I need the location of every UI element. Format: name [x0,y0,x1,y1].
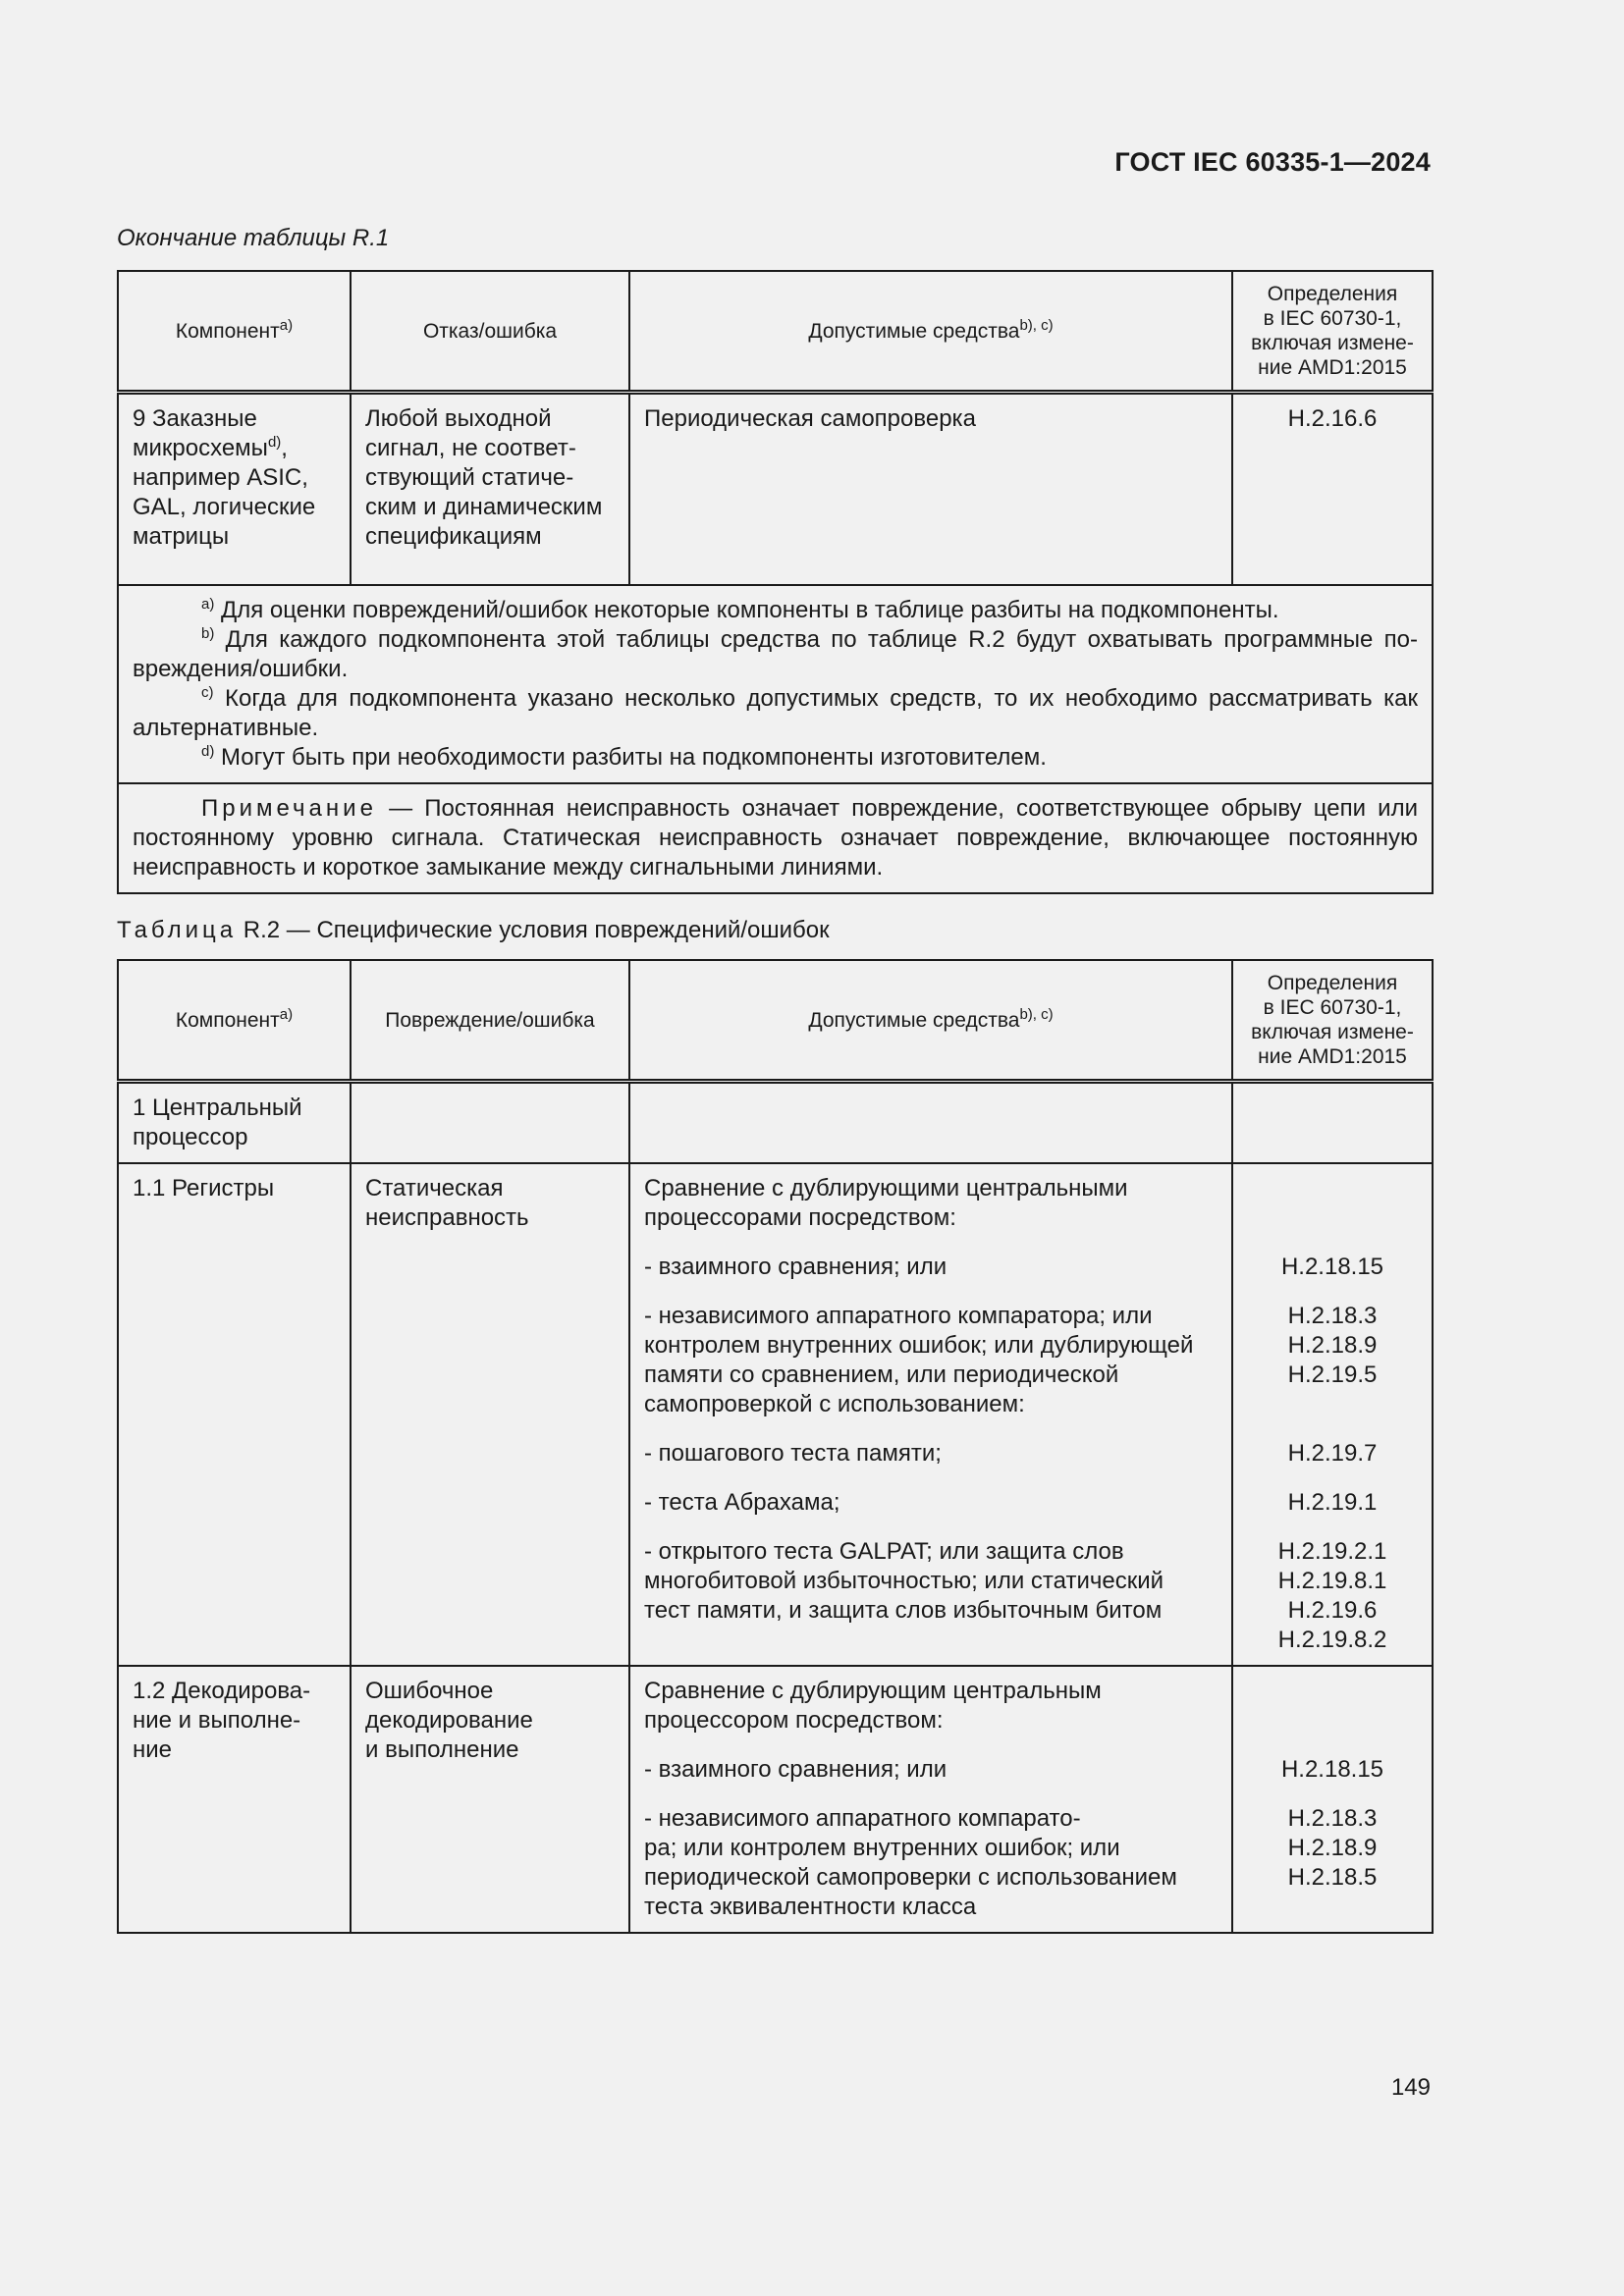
row-definitions [1232,1666,1433,1933]
table-r2 [117,959,1434,1934]
table-r1-continuation-caption: Окончание таблицы R.1 [117,225,390,251]
means-item: - независимого аппаратного компарато- ра; или контролем внутренних ошибок; или периодической самопроверки с использованием теста эквивалентности класса [644,1805,1177,1920]
definition-ref: H.2.19.7 [1287,1440,1378,1467]
standard-designation: ГОСТ IEC 60335-1—2024 [1114,147,1431,177]
definition-ref: H.2.18.3 H.2.18.9 H.2.19.5 [1287,1303,1378,1388]
row-fault [351,1082,629,1164]
row-component: 1.1 Регистры [118,1163,351,1666]
note: Примечание — Постоянная неисправность означает повреждение, соответствующее обрыву цепи или постоянному уровню сигнала. Статическая неисправность означает повреждение, включающее постоянную неисправность и короткое замыкание между сигнальными линиями. [118,783,1433,893]
note-label: Примечание [201,794,377,822]
row-definitions [1232,1163,1433,1666]
means-item: - взаимного сравнения; или [644,1254,947,1280]
means-item: Сравнение с дублирующим центральным процессором посредством: [644,1678,1102,1734]
table-row [118,1163,1433,1666]
footnotes-row [118,585,1433,783]
means-item: - теста Абрахама; [644,1489,840,1516]
footnote-d: $^{d)}$ Могут быть при необходимости разбиты на подкомпоненты изготовителем. [201,742,1047,771]
header-definitions: Определения в IEC 60730-1, включая измене- ние AMD1:2015 [1232,271,1433,393]
table-row [118,1082,1433,1164]
means-item: - пошагового теста памяти; [644,1440,942,1467]
header-component: Компонент$^{a)}$ [118,960,351,1082]
definition-ref: H.2.18.3 H.2.18.9 H.2.18.5 [1287,1805,1378,1891]
header-fault: Отказ/ошибка [351,271,629,393]
header-component: Компонент$^{a)}$ [118,271,351,393]
row-component: 9 Заказные микросхемы$^{d)}$, например ASIC, GAL, логические матрицы [118,393,351,585]
page-number: 149 [1390,2074,1431,2101]
table-r2-caption: Таблица R.2 — Специфические условия повреждений/ошибок [117,917,830,943]
row-means [629,1082,1232,1164]
row-fault: Любой выходной сигнал, не соответ- ствующий статиче- ским и динамическим спецификациям [351,393,629,585]
means-item: - независимого аппаратного компаратора; или контролем внутренних ошибок; или дублирующей памяти со сравнением, или периодической самопроверкой с использованием: [644,1303,1194,1417]
table-r2-header-row [118,960,1433,1082]
footnotes [118,585,1433,783]
header-means: Допустимые средства$^{b), c)}$ [629,271,1232,393]
footnote-a: $^{a)}$ Для оценки повреждений/ошибок некоторые компоненты в таблице разбиты на подкомпоненты. [201,595,1279,623]
row-means: Периодическая самопроверка [629,393,1232,585]
row-definitions [1232,1082,1433,1164]
header-fault: Повреждение/ошибка [351,960,629,1082]
footnote-b: $^{b)}$ Для каждого подкомпонента этой таблицы средства по таблице R.2 будут охватывать программные по-вреждения/ошибки. [133,624,1418,682]
table-row [118,1666,1433,1933]
row-fault: Статическая неисправность [351,1163,629,1666]
header-means: Допустимые средства$^{b), c)}$ [629,960,1232,1082]
row-fault: Ошибочное декодирование и выполнение [351,1666,629,1933]
definition-ref: H.2.18.15 [1280,1254,1384,1280]
table-r1 [117,270,1434,894]
footnote-c: $^{c)}$ Когда для подкомпонента указано несколько допустимых средств, то их необходимо рассматривать как альтернативные. [133,683,1418,741]
table-row [118,393,1433,585]
note-row [118,783,1433,893]
row-definition: H.2.16.6 [1232,393,1433,585]
row-component: 1.2 Декодирова- ние и выполне- ние [118,1666,351,1933]
note-text: Постоянная неисправность означает повреждение, соответствующее обрыву цепи или постоянному уровню сигнала. Статическая неисправность означает повреждение, включающее постоянную неисправность и короткое замыкание между сигнальными линиями. [133,794,1418,881]
row-means [629,1163,1232,1666]
definition-ref: H.2.18.15 [1280,1756,1384,1783]
row-component: 1 Центральный процессор [118,1082,351,1164]
header-definitions: Определения в IEC 60730-1, включая измене- ние AMD1:2015 [1232,960,1433,1082]
table-r1-header-row [118,271,1433,393]
means-item: - взаимного сравнения; или [644,1756,947,1783]
definition-ref: H.2.19.1 [1287,1489,1378,1516]
means-item: Сравнение с дублирующими центральными процессорами посредством: [644,1175,1128,1231]
row-means [629,1666,1232,1933]
means-item: - открытого теста GALPAT; или защита слов многобитовой избыточностью; или статический тест памяти, и защита слов избыточным битом [644,1538,1164,1624]
definition-ref: H.2.19.2.1 H.2.19.8.1 H.2.19.6 H.2.19.8.2 [1277,1538,1387,1653]
